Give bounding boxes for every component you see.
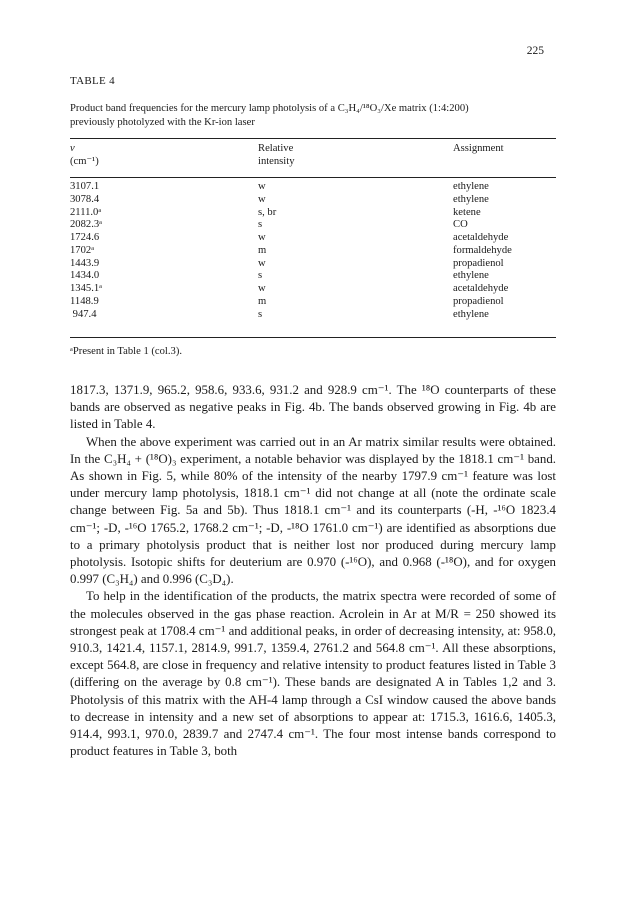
cell-frequency: 1434.0 <box>70 270 100 282</box>
cell-assignment: propadienol <box>453 257 504 269</box>
table-row <box>70 207 556 220</box>
table-bottom-rule <box>70 337 556 338</box>
cell-assignment: acetaldehyde <box>453 232 509 243</box>
table-caption <box>70 102 556 129</box>
cell-frequency: 3107.1 <box>70 181 100 192</box>
header-frequency-symbol: ν <box>70 143 75 154</box>
cell-intensity: s <box>258 219 263 231</box>
table-row <box>70 283 556 296</box>
header-assignment <box>453 142 504 155</box>
table-row <box>70 232 556 245</box>
paragraph: When the above experiment was carried out in an Ar matrix similar results were obtained. In the C₃H₄ + (¹⁸O)₃ experiment, a notable behavior was displayed by the 1818.1 cm⁻¹ band. As shown in Fig. 5, while 80% of the intensity of the nearby 1797.9 cm⁻¹ feature was lost under mercury lamp photolysis, 1818.1 cm⁻¹ did not change at all (note the ordinate scale change between Fig. 5a and 5b). Thus 1818.1 cm⁻¹ and its counterparts (-H, -¹⁶O 1823.4 cm⁻¹; -D, -¹⁶O 1765.2, 1768.2 cm⁻¹; -D, -¹⁸O 1761.0 cm⁻¹) are identified as absorptions due to a primary photolysis product that is neither lost nor produced during mercury lamp photolysis. Isotopic shifts for deuterium are 0.970 (-¹⁶O), and 0.968 (-¹⁸O), and for oxygen 0.997 (C₃H₄) and 0.996 (C₃D₄). <box>70 434 556 587</box>
header-intensity-line1: Relative <box>258 143 294 154</box>
cell-frequency: 2111.0ᵃ <box>70 206 102 218</box>
table-row <box>70 181 556 194</box>
cell-assignment: ethylene <box>453 308 489 320</box>
cell-frequency: 2082.3ᵃ <box>70 219 103 231</box>
table-row <box>70 309 556 322</box>
table-caption-line: previously photolyzed with the Kr-ion laser <box>70 116 255 128</box>
paragraph: 1817.3, 1371.9, 965.2, 958.6, 933.6, 931.2 and 928.9 cm⁻¹. The ¹⁸O counterparts of these bands are observed as negative peaks in Fig. 4b. The bands observed growing in Fig. 4b are listed in Table 4. <box>70 383 556 432</box>
cell-frequency: 947.4 <box>70 308 97 320</box>
table-header-rule <box>70 177 556 178</box>
cell-frequency: 1345.1ᵃ <box>70 283 103 294</box>
cell-intensity: w <box>258 193 266 205</box>
cell-intensity: s <box>258 270 263 282</box>
page-number: 225 <box>526 45 544 57</box>
cell-intensity: w <box>258 283 266 294</box>
cell-intensity: s, br <box>258 206 277 218</box>
table-row <box>70 245 556 258</box>
table-row <box>70 258 556 271</box>
cell-assignment: acetaldehyde <box>453 283 509 294</box>
table-body <box>70 181 556 321</box>
cell-frequency: 1443.9 <box>70 257 100 269</box>
table-caption-line: Product band frequencies for the mercury lamp photolysis of a C₃H₄/¹⁸O₃/Xe matrix (1:4:200) <box>70 103 469 114</box>
cell-intensity: m <box>258 295 267 307</box>
cell-intensity: m <box>258 244 267 256</box>
cell-assignment: ethylene <box>453 181 489 192</box>
header-intensity-line2: intensity <box>258 156 295 167</box>
cell-frequency: 1702ᵃ <box>70 244 95 256</box>
header-assignment-label: Assignment <box>453 143 504 154</box>
cell-assignment: ethylene <box>453 193 489 205</box>
table-row <box>70 270 556 283</box>
header-frequency-unit: (cm⁻¹) <box>70 156 99 167</box>
cell-intensity: w <box>258 257 266 269</box>
cell-assignment: propadienol <box>453 295 504 307</box>
table-label: TABLE 4 <box>70 75 115 87</box>
cell-intensity: w <box>258 181 266 192</box>
cell-intensity: w <box>258 232 266 243</box>
table-row <box>70 219 556 232</box>
header-intensity <box>258 142 295 168</box>
cell-frequency: 1724.6 <box>70 232 100 243</box>
cell-assignment: ketene <box>453 206 481 218</box>
paragraph: To help in the identification of the products, the matrix spectra were recorded of some of the molecules observed in the gas phase reaction. Acrolein in Ar at M/R = 250 showed its strongest peak at 1708.4 cm⁻¹ and additional peaks, in order of decreasing intensity, at: 958.0, 910.3, 1421.4, 1157.1, 2814.9, 991.7, 1359.4, 2761.2 and 564.8 cm⁻¹. All these absorptions, except 564.8, are close in frequency and relative intensity to product features listed in Table 3 (differing on the average by 0.8 cm⁻¹). These bands are designated A in Tables 1,2 and 3. Photolysis of this matrix with the AH-4 lamp through a CsI window caused the above bands to decrease in intensity and a new set of absorptions to appear at: 1715.3, 1616.6, 1405.3, 914.4, 993.1, 970.0, 2839.7 and 2747.4 cm⁻¹. The four most intense bands correspond to product features in Table 3, both <box>70 589 556 759</box>
cell-assignment: ethylene <box>453 270 489 282</box>
table-top-rule <box>70 138 556 139</box>
cell-assignment: formaldehyde <box>453 244 512 256</box>
cell-assignment: CO <box>453 219 468 231</box>
table-row <box>70 194 556 207</box>
header-frequency <box>70 142 99 168</box>
cell-intensity: s <box>258 308 263 320</box>
table-row <box>70 296 556 309</box>
cell-frequency: 1148.9 <box>70 295 99 307</box>
cell-frequency: 3078.4 <box>70 193 100 205</box>
table-footnote: ᵃPresent in Table 1 (col.3). <box>70 346 182 357</box>
body-text <box>70 382 556 760</box>
